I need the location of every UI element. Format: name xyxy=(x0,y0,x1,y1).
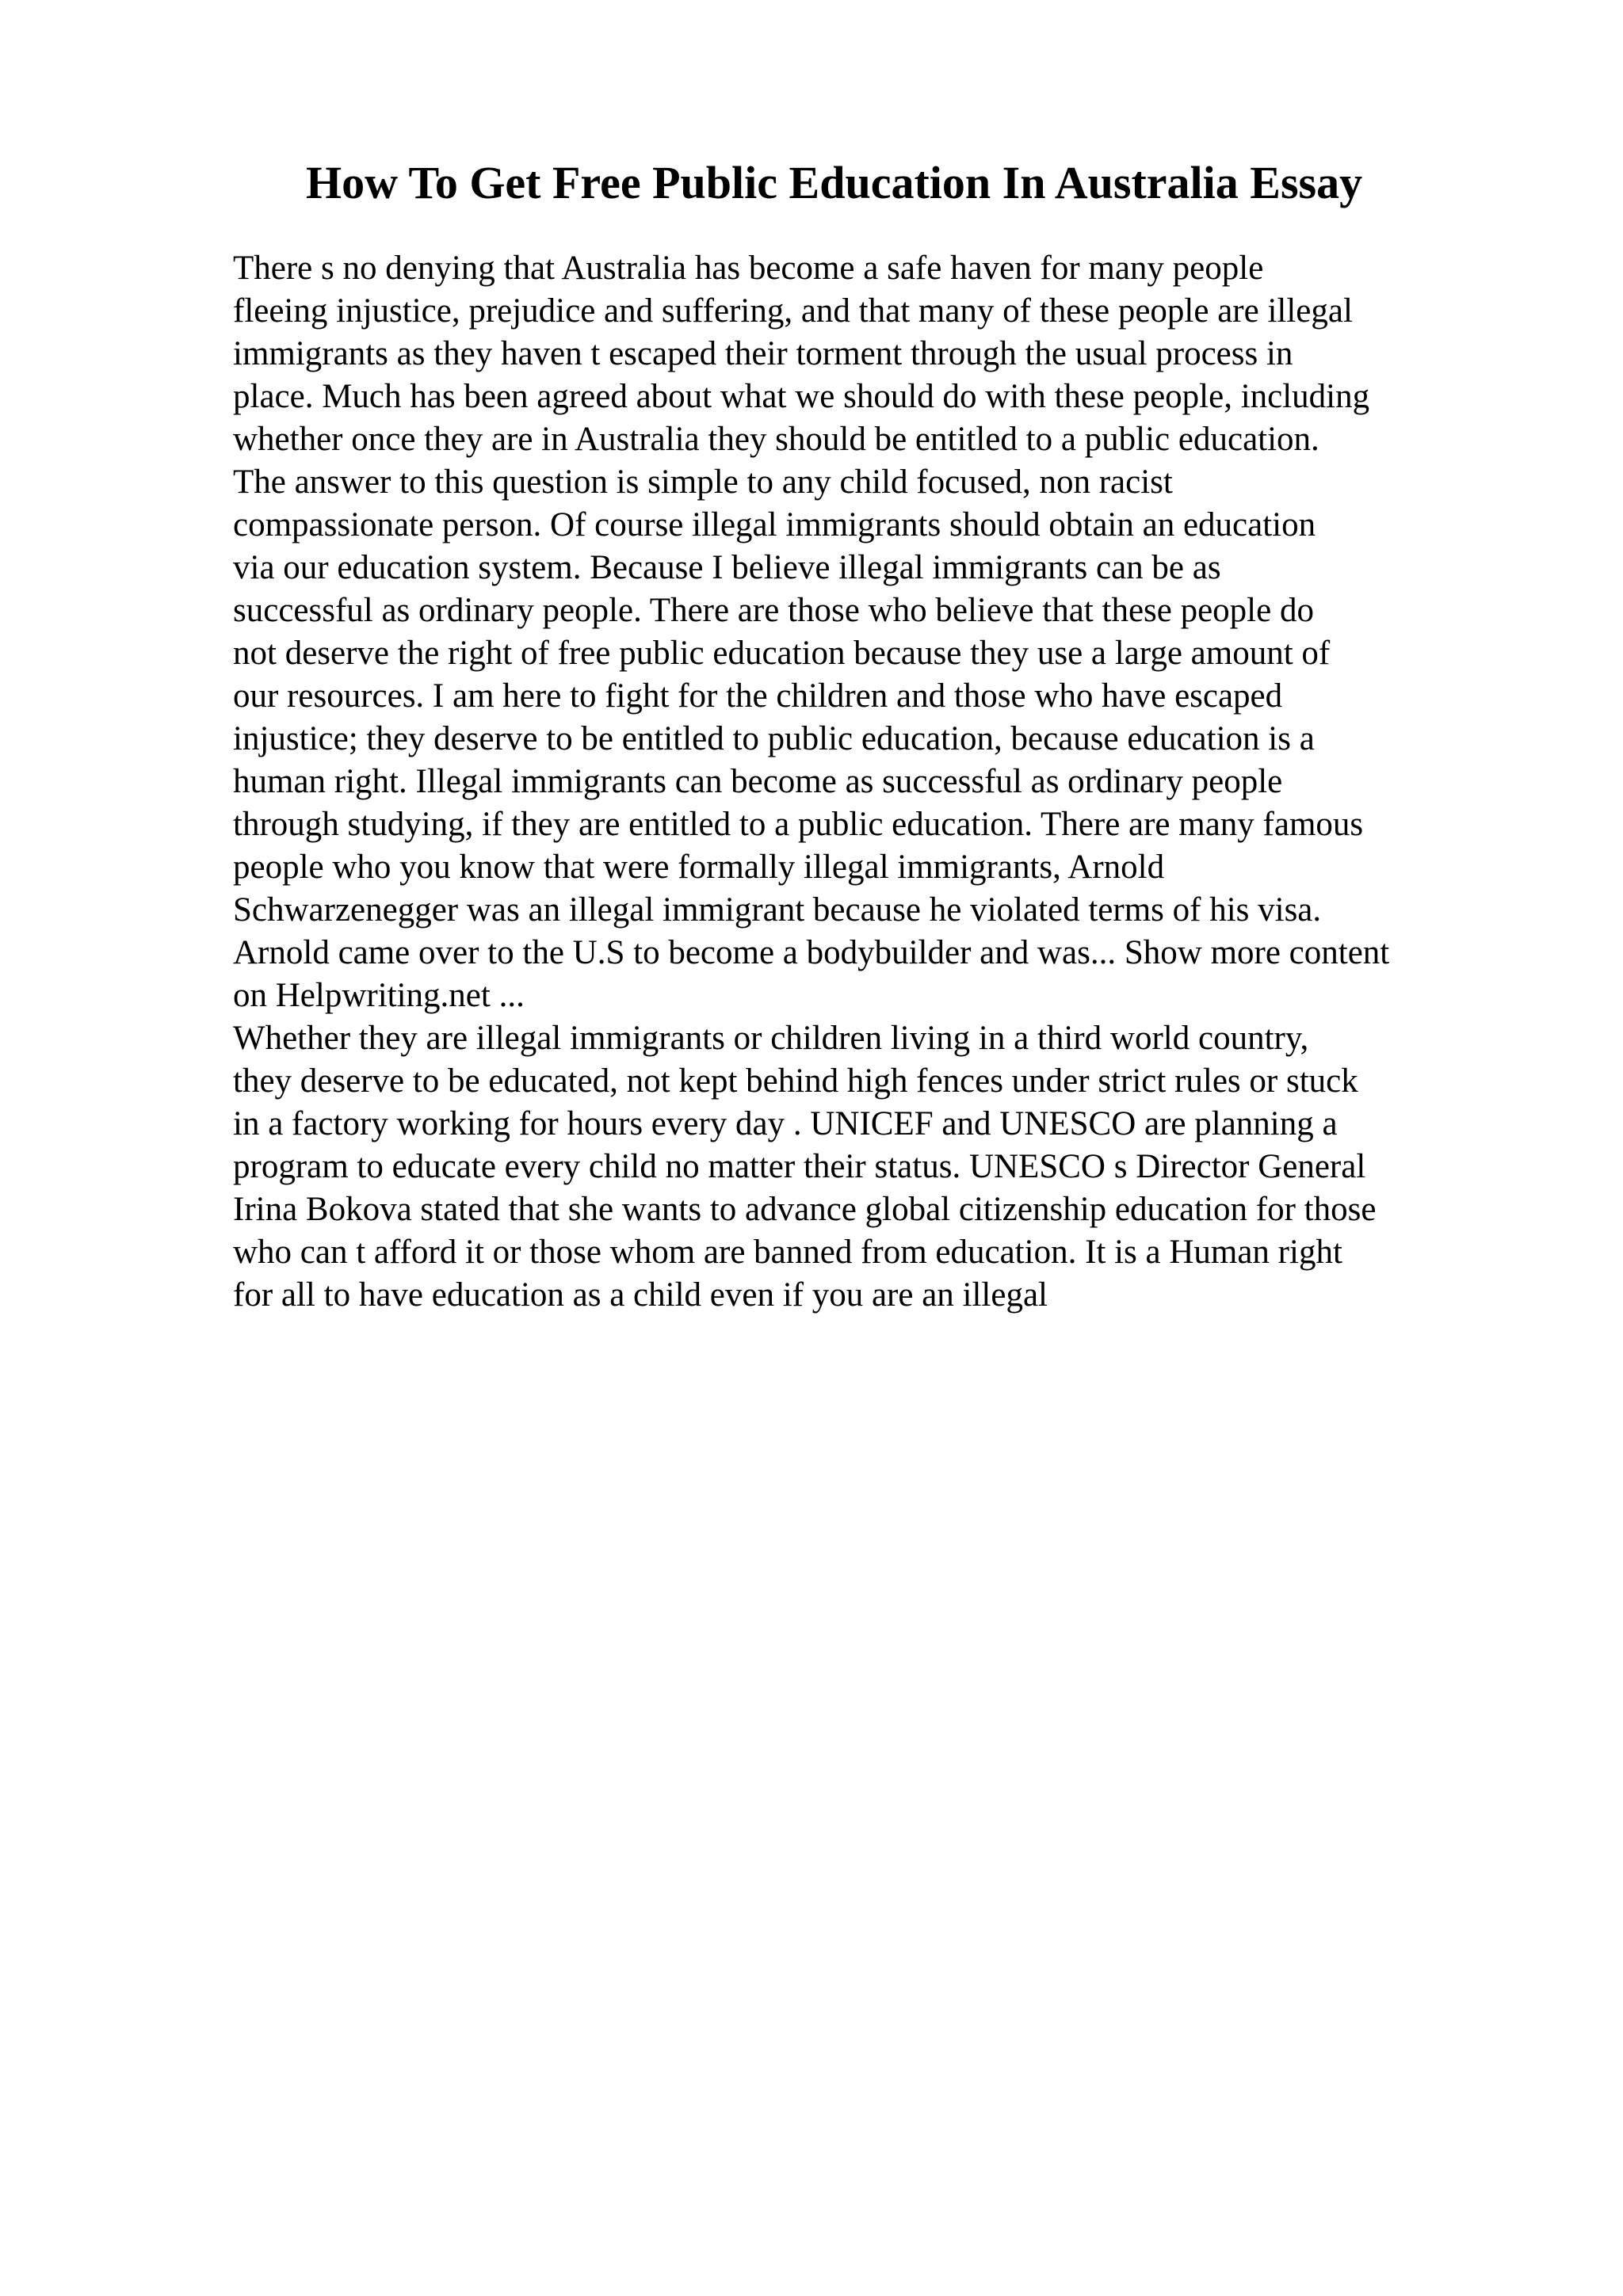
text-line: compassionate person. Of course illegal immigrants should obtain an education xyxy=(233,506,1316,543)
text-line: whether once they are in Australia they should be entitled to a public education. xyxy=(233,421,1319,458)
text-line: place. Much has been agreed about what we should do with these people, including xyxy=(233,378,1370,415)
text-line: our resources. I am here to fight for the children and those who have escaped xyxy=(233,677,1283,715)
text-line: Schwarzenegger was an illegal immigrant because he violated terms of his visa. xyxy=(233,891,1322,929)
text-line: immigrants as they haven t escaped their torment through the usual process in xyxy=(233,335,1293,372)
text-line: they deserve to be educated, not kept behind high fences under strict rules or stuck xyxy=(233,1062,1358,1100)
text-line: on Helpwriting.net ... xyxy=(233,977,525,1014)
text-line: for all to have education as a child even if you are an illegal xyxy=(233,1276,1048,1314)
text-line: people who you know that were formally illegal immigrants, Arnold xyxy=(233,849,1165,886)
text-line: Whether they are illegal immigrants or children living in a third world country, xyxy=(233,1020,1309,1057)
text-line: program to educate every child no matter their status. UNESCO s Director General xyxy=(233,1148,1366,1185)
text-line: in a factory working for hours every day . UNICEF and UNESCO are planning a xyxy=(233,1105,1338,1142)
document-title: How To Get Free Public Education In Australia Essay xyxy=(306,157,1363,208)
text-line: successful as ordinary people. There are those who believe that these people do xyxy=(233,592,1314,629)
essay-body xyxy=(233,247,1501,1317)
text-line: fleeing injustice, prejudice and suffering, and that many of these people are illegal xyxy=(233,292,1353,330)
text-line: Irina Bokova stated that she wants to advance global citizenship education for those xyxy=(233,1191,1377,1228)
text-line: through studying, if they are entitled to a public education. There are many famous xyxy=(233,806,1364,843)
text-line: via our education system. Because I believe illegal immigrants can be as xyxy=(233,549,1221,586)
text-line: not deserve the right of free public education because they use a large amount of xyxy=(233,635,1331,672)
text-line: The answer to this question is simple to any child focused, non racist xyxy=(233,463,1173,501)
text-line: human right. Illegal immigrants can become as successful as ordinary people xyxy=(233,763,1283,800)
text-line: injustice; they deserve to be entitled to public education, because education is a xyxy=(233,720,1315,757)
text-line: There s no denying that Australia has become a safe haven for many people xyxy=(233,250,1264,287)
text-line: Arnold came over to the U.S to become a bodybuilder and was... Show more content xyxy=(233,934,1390,971)
text-line: who can t afford it or those whom are banned from education. It is a Human right xyxy=(233,1234,1342,1271)
